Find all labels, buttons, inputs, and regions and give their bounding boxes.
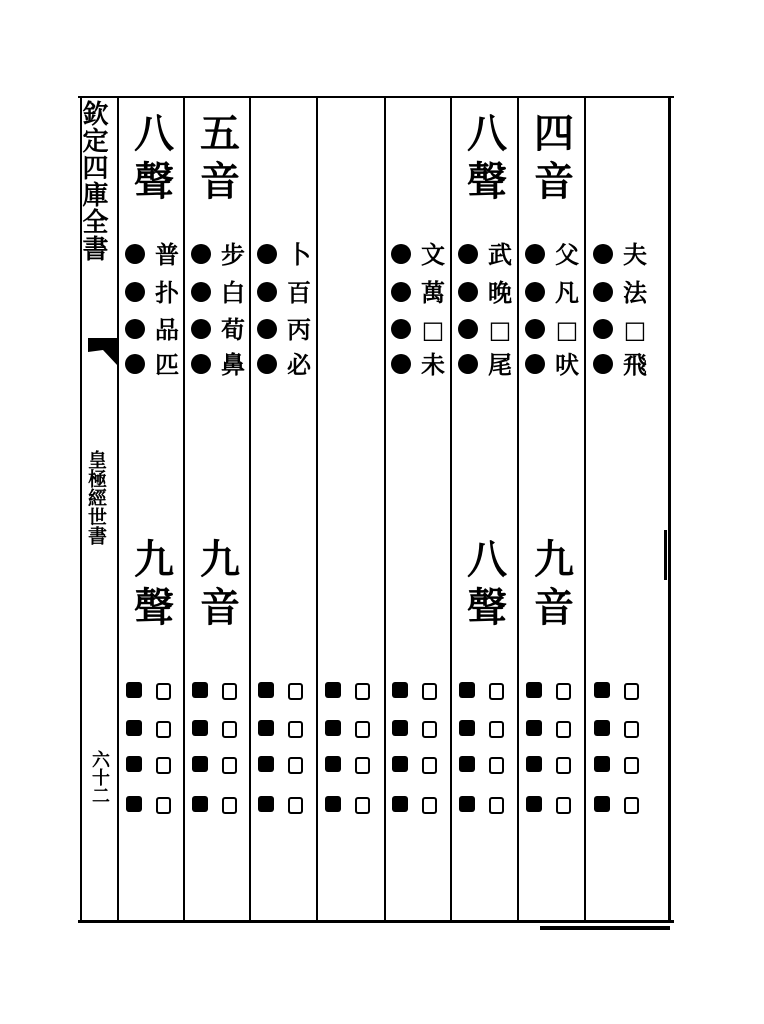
- filled-square-icon: [192, 682, 208, 698]
- table-column: [522, 110, 586, 910]
- upper-cell: [254, 313, 318, 347]
- lower-cell: [254, 676, 318, 710]
- table-column: [388, 110, 452, 910]
- upper-cell: [188, 348, 252, 382]
- rhyme-character: □: [421, 315, 445, 344]
- empty-square-icon: [556, 797, 571, 814]
- empty-square-icon: [156, 721, 171, 738]
- filled-square-icon: [392, 682, 408, 698]
- filled-square-icon: [459, 756, 475, 772]
- rhyme-character: 丙: [287, 315, 311, 344]
- lower-cell: [321, 676, 385, 710]
- upper-cell: [590, 313, 654, 347]
- empty-square-icon: [422, 721, 437, 738]
- column-bottom-heading: 九 音: [534, 536, 574, 631]
- empty-square-icon: [624, 757, 639, 774]
- filled-square-icon: [392, 720, 408, 736]
- upper-cell: [522, 238, 586, 272]
- column-bottom-heading: 九 音: [200, 536, 240, 631]
- filled-square-icon: [325, 720, 341, 736]
- tone-dot-icon: [257, 282, 277, 302]
- lower-cell: [122, 676, 186, 710]
- upper-cell: [188, 276, 252, 310]
- tone-dot-icon: [191, 319, 211, 339]
- tone-dot-icon: [458, 319, 478, 339]
- upper-cell: [122, 313, 186, 347]
- upper-cell: [388, 238, 452, 272]
- upper-cell: [388, 276, 452, 310]
- rhyme-character: 凡: [555, 278, 579, 307]
- rhyme-character: 法: [623, 278, 647, 307]
- empty-square-icon: [489, 683, 504, 700]
- upper-cell: [254, 276, 318, 310]
- tone-dot-icon: [391, 244, 411, 264]
- lower-cell: [188, 676, 252, 710]
- empty-square-icon: [288, 683, 303, 700]
- rhyme-character: 卜: [287, 240, 311, 269]
- tone-dot-icon: [191, 354, 211, 374]
- tone-dot-icon: [391, 354, 411, 374]
- tone-dot-icon: [458, 354, 478, 374]
- upper-cell: [522, 313, 586, 347]
- empty-square-icon: [355, 757, 370, 774]
- rhyme-character: 夫: [623, 240, 647, 269]
- lower-cell: [122, 714, 186, 748]
- tone-dot-icon: [593, 282, 613, 302]
- tone-dot-icon: [125, 282, 145, 302]
- lower-cell: [590, 750, 654, 784]
- filled-square-icon: [392, 756, 408, 772]
- rhyme-character: □: [555, 315, 579, 344]
- empty-square-icon: [355, 797, 370, 814]
- lower-cell: [388, 750, 452, 784]
- lower-cell: [522, 750, 586, 784]
- lower-cell: [254, 790, 318, 824]
- empty-square-icon: [624, 797, 639, 814]
- filled-square-icon: [258, 796, 274, 812]
- lower-cell: [122, 750, 186, 784]
- empty-square-icon: [222, 683, 237, 700]
- rhyme-character: 武: [488, 240, 512, 269]
- column-bottom-heading: 八 聲: [467, 536, 507, 631]
- filled-square-icon: [325, 796, 341, 812]
- tone-dot-icon: [525, 354, 545, 374]
- empty-square-icon: [288, 797, 303, 814]
- empty-square-icon: [489, 757, 504, 774]
- filled-square-icon: [325, 682, 341, 698]
- upper-cell: [254, 238, 318, 272]
- rhyme-character: 吠: [555, 350, 579, 379]
- rhyme-character: 品: [155, 315, 179, 344]
- upper-cell: [122, 348, 186, 382]
- rhyme-character: 白: [221, 278, 245, 307]
- upper-cell: [522, 348, 586, 382]
- rhyme-character: 扑: [155, 278, 179, 307]
- upper-cell: [455, 348, 519, 382]
- filled-square-icon: [526, 796, 542, 812]
- filled-square-icon: [459, 682, 475, 698]
- upper-cell: [188, 313, 252, 347]
- tone-dot-icon: [525, 282, 545, 302]
- book-title: 皇極經世書: [85, 450, 107, 545]
- lower-cell: [455, 676, 519, 710]
- empty-square-icon: [489, 721, 504, 738]
- rhyme-character: 尾: [488, 350, 512, 379]
- filled-square-icon: [258, 720, 274, 736]
- upper-cell: [590, 238, 654, 272]
- tone-dot-icon: [593, 319, 613, 339]
- lower-cell: [590, 790, 654, 824]
- page-number: 六十二: [89, 750, 110, 804]
- empty-square-icon: [288, 721, 303, 738]
- filled-square-icon: [594, 720, 610, 736]
- empty-square-icon: [556, 721, 571, 738]
- tone-dot-icon: [458, 244, 478, 264]
- rhyme-character: 步: [221, 240, 245, 269]
- frame-bottom-rule: [78, 920, 674, 923]
- lower-cell: [522, 790, 586, 824]
- filled-square-icon: [192, 720, 208, 736]
- collection-title: 欽定四庫全書: [78, 100, 108, 262]
- column-bottom-heading: 九 聲: [134, 536, 174, 631]
- lower-cell: [188, 750, 252, 784]
- table-column: [122, 110, 186, 910]
- tone-dot-icon: [593, 354, 613, 374]
- empty-square-icon: [489, 797, 504, 814]
- lower-cell: [321, 750, 385, 784]
- lower-cell: [522, 714, 586, 748]
- upper-cell: [455, 238, 519, 272]
- tone-dot-icon: [257, 319, 277, 339]
- filled-square-icon: [526, 756, 542, 772]
- upper-cell: [388, 348, 452, 382]
- upper-cell: [254, 348, 318, 382]
- tone-dot-icon: [191, 282, 211, 302]
- lower-cell: [590, 676, 654, 710]
- upper-cell: [388, 313, 452, 347]
- upper-cell: [455, 313, 519, 347]
- empty-square-icon: [355, 683, 370, 700]
- empty-square-icon: [422, 757, 437, 774]
- filled-square-icon: [594, 682, 610, 698]
- empty-square-icon: [156, 797, 171, 814]
- lower-cell: [590, 714, 654, 748]
- rhyme-character: □: [488, 315, 512, 344]
- column-top-heading: 八 聲: [467, 110, 507, 205]
- table-column: [254, 110, 318, 910]
- tone-dot-icon: [525, 244, 545, 264]
- upper-cell: [590, 348, 654, 382]
- upper-cell: [188, 238, 252, 272]
- upper-cell: [455, 276, 519, 310]
- tone-dot-icon: [458, 282, 478, 302]
- filled-square-icon: [258, 682, 274, 698]
- column-top-heading: 八 聲: [134, 110, 174, 205]
- lower-cell: [188, 714, 252, 748]
- frame-bottom-rule-thick: [540, 926, 670, 930]
- filled-square-icon: [126, 720, 142, 736]
- rhyme-character: 百: [287, 278, 311, 307]
- filled-square-icon: [192, 756, 208, 772]
- lower-cell: [388, 676, 452, 710]
- filled-square-icon: [526, 682, 542, 698]
- filled-square-icon: [258, 756, 274, 772]
- rhyme-character: 晚: [488, 278, 512, 307]
- margin-right-rule: [117, 96, 119, 922]
- frame-right-mark: [664, 530, 667, 580]
- filled-square-icon: [392, 796, 408, 812]
- rhyme-character: 鼻: [221, 350, 245, 379]
- lower-cell: [321, 714, 385, 748]
- table-column: [188, 110, 252, 910]
- empty-square-icon: [222, 757, 237, 774]
- tone-dot-icon: [125, 319, 145, 339]
- lower-cell: [254, 714, 318, 748]
- tone-dot-icon: [125, 244, 145, 264]
- rhyme-character: 文: [421, 240, 445, 269]
- empty-square-icon: [355, 721, 370, 738]
- tone-dot-icon: [391, 319, 411, 339]
- rhyme-character: 普: [155, 240, 179, 269]
- filled-square-icon: [126, 756, 142, 772]
- rhyme-character: 荀: [221, 315, 245, 344]
- table-column: [455, 110, 519, 910]
- rhyme-character: □: [623, 315, 647, 344]
- empty-square-icon: [624, 683, 639, 700]
- rhyme-character: 父: [555, 240, 579, 269]
- table-column: [590, 110, 654, 910]
- lower-cell: [522, 676, 586, 710]
- empty-square-icon: [156, 683, 171, 700]
- filled-square-icon: [126, 682, 142, 698]
- lower-cell: [455, 714, 519, 748]
- lower-cell: [455, 750, 519, 784]
- filled-square-icon: [126, 796, 142, 812]
- lower-cell: [254, 750, 318, 784]
- empty-square-icon: [288, 757, 303, 774]
- upper-cell: [122, 238, 186, 272]
- column-top-heading: 四 音: [534, 110, 574, 205]
- empty-square-icon: [222, 721, 237, 738]
- empty-square-icon: [556, 757, 571, 774]
- column-top-heading: 五 音: [200, 110, 240, 205]
- rhyme-character: 未: [421, 350, 445, 379]
- tone-dot-icon: [525, 319, 545, 339]
- empty-square-icon: [422, 683, 437, 700]
- tone-dot-icon: [257, 354, 277, 374]
- lower-cell: [388, 714, 452, 748]
- empty-square-icon: [556, 683, 571, 700]
- lower-cell: [388, 790, 452, 824]
- table-column: [321, 110, 385, 910]
- lower-cell: [455, 790, 519, 824]
- tone-dot-icon: [257, 244, 277, 264]
- empty-square-icon: [624, 721, 639, 738]
- rhyme-character: 匹: [155, 350, 179, 379]
- upper-cell: [122, 276, 186, 310]
- filled-square-icon: [526, 720, 542, 736]
- fish-tail-mark: [88, 338, 118, 366]
- empty-square-icon: [422, 797, 437, 814]
- tone-dot-icon: [191, 244, 211, 264]
- empty-square-icon: [222, 797, 237, 814]
- empty-square-icon: [156, 757, 171, 774]
- filled-square-icon: [459, 796, 475, 812]
- filled-square-icon: [594, 756, 610, 772]
- filled-square-icon: [192, 796, 208, 812]
- lower-cell: [321, 790, 385, 824]
- filled-square-icon: [459, 720, 475, 736]
- rhyme-character: 飛: [623, 350, 647, 379]
- filled-square-icon: [594, 796, 610, 812]
- tone-dot-icon: [593, 244, 613, 264]
- rhyme-character: 必: [287, 350, 311, 379]
- rhyme-character: 萬: [421, 278, 445, 307]
- upper-cell: [522, 276, 586, 310]
- lower-cell: [122, 790, 186, 824]
- lower-cell: [188, 790, 252, 824]
- upper-cell: [590, 276, 654, 310]
- frame-right-rule: [668, 96, 671, 922]
- tone-dot-icon: [125, 354, 145, 374]
- tone-dot-icon: [391, 282, 411, 302]
- filled-square-icon: [325, 756, 341, 772]
